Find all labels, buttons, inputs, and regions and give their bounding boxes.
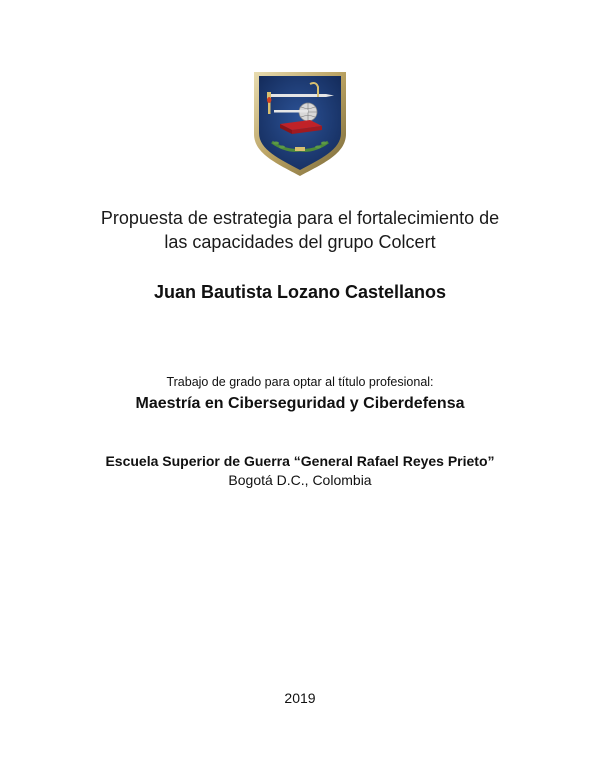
degree-label: Trabajo de grado para optar al título profesional: bbox=[166, 375, 434, 389]
title-line-1: Propuesta de estrategia para el fortalecimiento de bbox=[100, 208, 500, 228]
school-name: Escuela Superior de Guerra “General Rafael Reyes Prieto” bbox=[105, 453, 495, 469]
title-line-2: las capacidades del grupo Colcert bbox=[164, 232, 436, 252]
shield-crest-icon bbox=[252, 70, 348, 178]
year: 2019 bbox=[284, 690, 316, 706]
city-name: Bogotá D.C., Colombia bbox=[228, 472, 372, 488]
document-title bbox=[0, 206, 600, 254]
author-name: Juan Bautista Lozano Castellanos bbox=[153, 282, 447, 302]
degree-title: Maestría en Ciberseguridad y Ciberdefensa bbox=[135, 395, 465, 412]
